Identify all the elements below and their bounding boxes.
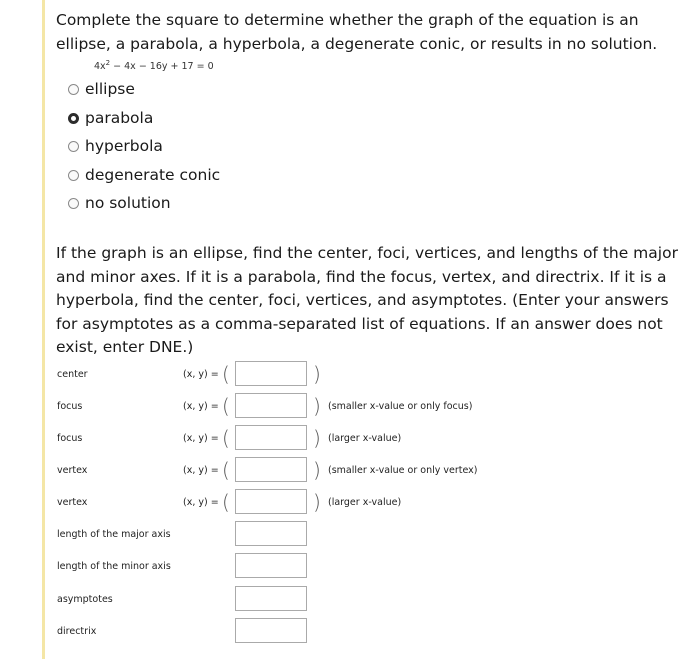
vertex-2-note: (larger x-value): [328, 497, 402, 508]
row-label-asymptotes: asymptotes: [57, 594, 113, 605]
follow-up-prompt: If the graph is an ellipse, find the center, foci, vertices, and lengths of the major and minor axes. If it is a parabola, find the focus, vertex, and directrix. If it is a hyperbola, find the center, foci, vertices, and asymptotes. (Enter your answers for asymptotes as a comma-separated list of equations. If an answer does not exist, enter DNE.): [56, 244, 678, 356]
xy-label: (x, y) =: [183, 433, 219, 444]
xy-label: (x, y) =: [183, 497, 219, 508]
option-ellipse[interactable]: [68, 78, 135, 100]
open-paren: (: [222, 394, 230, 418]
option-label: degenerate conic: [85, 166, 221, 184]
center-input-box[interactable]: [235, 361, 307, 386]
option-label: hyperbola: [85, 137, 163, 155]
row-label-vertex-2: vertex: [57, 497, 88, 508]
focus-1-input[interactable]: [236, 394, 306, 417]
focus-2-input[interactable]: [236, 426, 306, 449]
xy-label: (x, y) =: [183, 369, 219, 380]
close-paren: ): [313, 426, 321, 450]
question-prompt: Complete the square to determine whether the graph of the equation is an ellipse, a parabola, a hyperbola, a degenerate conic, or results in no solution.: [56, 11, 658, 53]
row-label-minor-axis: length of the minor axis: [57, 561, 171, 572]
major-axis-input[interactable]: [236, 522, 306, 545]
radio-parabola[interactable]: [68, 113, 79, 124]
focus-1-note: (smaller x-value or only focus): [328, 401, 473, 412]
row-label-vertex-1: vertex: [57, 465, 88, 476]
minor-axis-input-box[interactable]: [235, 553, 307, 578]
row-label-major-axis: length of the major axis: [57, 529, 171, 540]
open-paren: (: [222, 426, 230, 450]
vertex-1-input[interactable]: [236, 458, 306, 481]
radio-hyperbola[interactable]: [68, 141, 79, 152]
equation-rest: − 4x − 16y + 17 = 0: [110, 61, 214, 72]
minor-axis-input[interactable]: [236, 554, 306, 577]
vertex-1-note: (smaller x-value or only vertex): [328, 465, 478, 476]
asymptotes-input-box[interactable]: [235, 586, 307, 611]
equation: [94, 59, 214, 72]
radio-ellipse[interactable]: [68, 84, 79, 95]
close-paren: ): [313, 458, 321, 482]
close-paren: ): [313, 394, 321, 418]
option-degenerate-conic[interactable]: [68, 164, 220, 186]
option-label: ellipse: [85, 80, 135, 98]
option-no-solution[interactable]: [68, 192, 171, 214]
row-label-focus-2: focus: [57, 433, 83, 444]
vertex-1-input-box[interactable]: [235, 457, 307, 482]
option-label: parabola: [85, 109, 154, 127]
close-paren: ): [313, 490, 321, 514]
xy-label: (x, y) =: [183, 401, 219, 412]
center-input[interactable]: [236, 362, 306, 385]
row-label-focus-1: focus: [57, 401, 83, 412]
option-hyperbola[interactable]: [68, 135, 163, 157]
focus-1-input-box[interactable]: [235, 393, 307, 418]
xy-label: (x, y) =: [183, 465, 219, 476]
directrix-input[interactable]: [236, 619, 306, 642]
focus-2-input-box[interactable]: [235, 425, 307, 450]
row-label-directrix: directrix: [57, 626, 97, 637]
option-label: no solution: [85, 194, 171, 212]
radio-no-solution[interactable]: [68, 198, 79, 209]
radio-degenerate-conic[interactable]: [68, 170, 79, 181]
major-axis-input-box[interactable]: [235, 521, 307, 546]
equation-exponent: 2: [105, 59, 111, 67]
directrix-input-box[interactable]: [235, 618, 307, 643]
open-paren: (: [222, 458, 230, 482]
vertex-2-input[interactable]: [236, 490, 306, 513]
equation-prefix: 4x: [94, 61, 106, 72]
row-label-center: center: [57, 369, 88, 380]
vertex-2-input-box[interactable]: [235, 489, 307, 514]
open-paren: (: [222, 362, 230, 386]
asymptotes-input[interactable]: [236, 587, 306, 610]
option-parabola[interactable]: [68, 107, 153, 129]
open-paren: (: [222, 490, 230, 514]
focus-2-note: (larger x-value): [328, 433, 402, 444]
close-paren: ): [313, 362, 321, 386]
